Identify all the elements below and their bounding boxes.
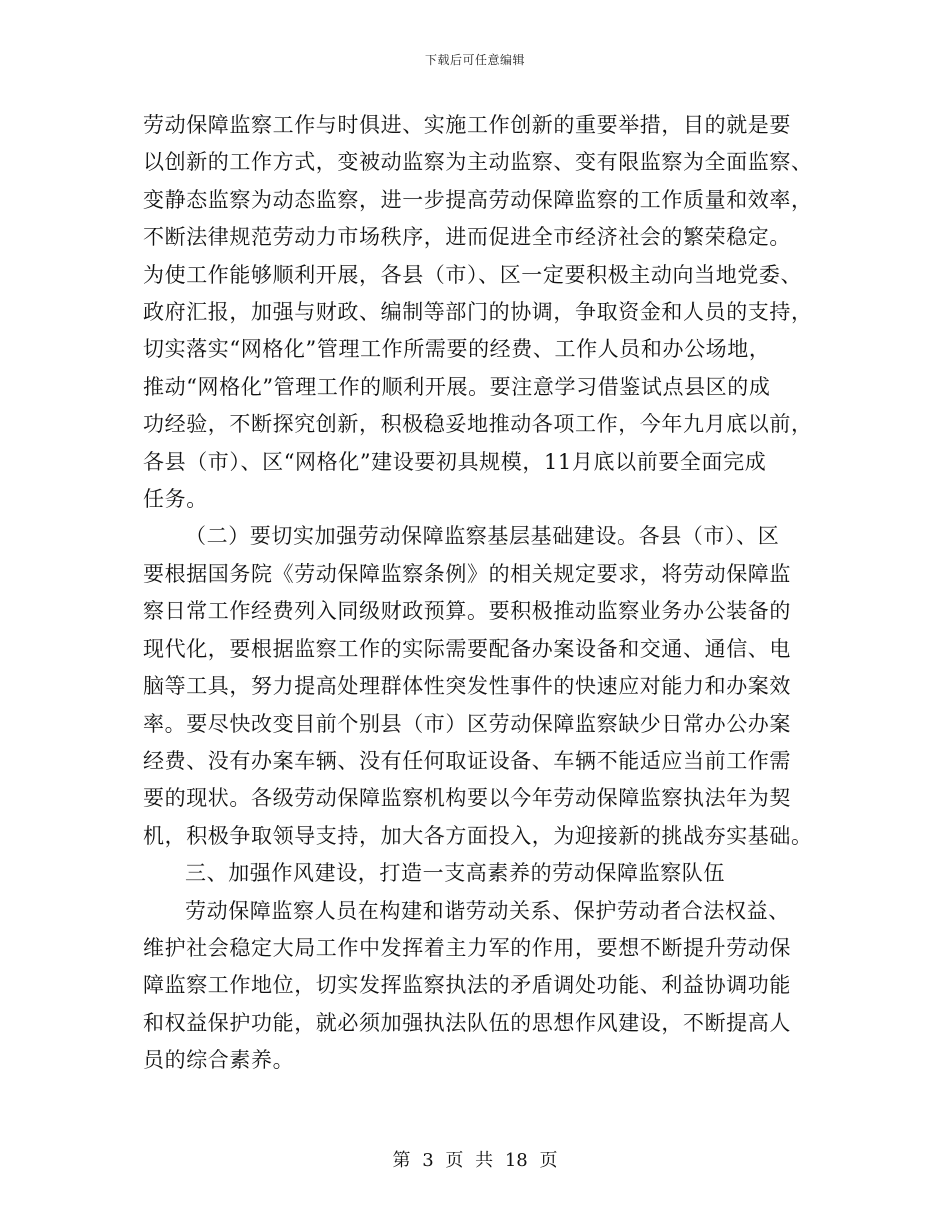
- paragraph-line: 劳动保障监察工作与时俱进、实施工作创新的重要举措，目的就是要: [143, 113, 791, 137]
- document-body: [143, 107, 811, 1080]
- paragraph-line: 变静态监察为动态监察，进一步提高劳动保障监察的工作质量和效率，: [143, 187, 813, 212]
- paragraph-line: 机，积极争取领导支持，加大各方面投入，为迎接新的挑战夯实基础。: [143, 823, 813, 848]
- paragraph-line: 以创新的工作方式，变被动监察为主动监察、变有限监察为全面监察、: [143, 150, 813, 175]
- paragraph-line: 现代化，要根据监察工作的实际需要配备办案设备和交通、通信、电: [143, 636, 791, 661]
- paragraph-line: 政府汇报，加强与财政、编制等部门的协调，争取资金和人员的支持，: [143, 300, 813, 325]
- paragraph-line: 要根据国务院《劳动保障监察条例》的相关规定要求，将劳动保障监: [143, 561, 791, 586]
- paragraph-line: 察日常工作经费列入同级财政预算。要积极推动监察业务办公装备的: [143, 599, 791, 624]
- paragraph-line: 要的现状。各级劳动保障监察机构要以今年劳动保障监察执法年为契: [143, 786, 791, 811]
- paragraph-line: 切实落实“网格化”管理工作所需要的经费、工作人员和办公场地，: [143, 337, 771, 362]
- paragraph-line: 和权益保护功能，就必须加强执法队伍的思想作风建设，不断提高人: [143, 1010, 791, 1035]
- page-number: 第 3 页 共 18 页: [392, 1150, 558, 1171]
- page-header: 下载后可任意编辑: [424, 53, 525, 67]
- paragraph-line: 脑等工具，努力提高处理群体性突发性事件的快速应对能力和办案效: [143, 674, 791, 699]
- paragraph-line: 员的综合素养。: [143, 1048, 295, 1073]
- paragraph-line: 为使工作能够顺利开展，各县（市）、区一定要积极主动向当地党委、: [143, 262, 803, 287]
- paragraph-line: 推动“网格化”管理工作的顺利开展。要注意学习借鉴试点县区的成: [143, 374, 771, 399]
- paragraph-line: 功经验，不断探究创新，积极稳妥地推动各项工作，今年九月底以前，: [143, 412, 813, 437]
- paragraph-line: 经费、没有办案车辆、没有任何取证设备、车辆不能适应当前工作需: [143, 748, 791, 773]
- paragraph-line: 劳动保障监察人员在构建和谐劳动关系、保护劳动者合法权益、: [185, 898, 790, 923]
- section-heading: 三、加强作风建设，打造一支高素养的劳动保障监察队伍: [185, 861, 725, 886]
- paragraph-line: 任务。: [143, 487, 208, 512]
- paragraph-line: 不断法律规范劳动力市场秩序，进而促进全市经济社会的繁荣稳定。: [143, 225, 791, 250]
- paragraph-line: （二）要切实加强劳动保障监察基层基础建设。各县（市）、区: [185, 524, 780, 549]
- paragraph-line: 维护社会稳定大局工作中发挥着主力军的作用，要想不断提升劳动保: [143, 935, 791, 960]
- paragraph-line: 各县（市）、区“网格化”建设要初具规模，11月底以前要全面完成: [143, 449, 767, 474]
- paragraph-line: 率。要尽快改变目前个别县（市）区劳动保障监察缺少日常办公办案: [143, 711, 791, 736]
- paragraph-line: 障监察工作地位，切实发挥监察执法的矛盾调处功能、利益协调功能: [143, 973, 791, 998]
